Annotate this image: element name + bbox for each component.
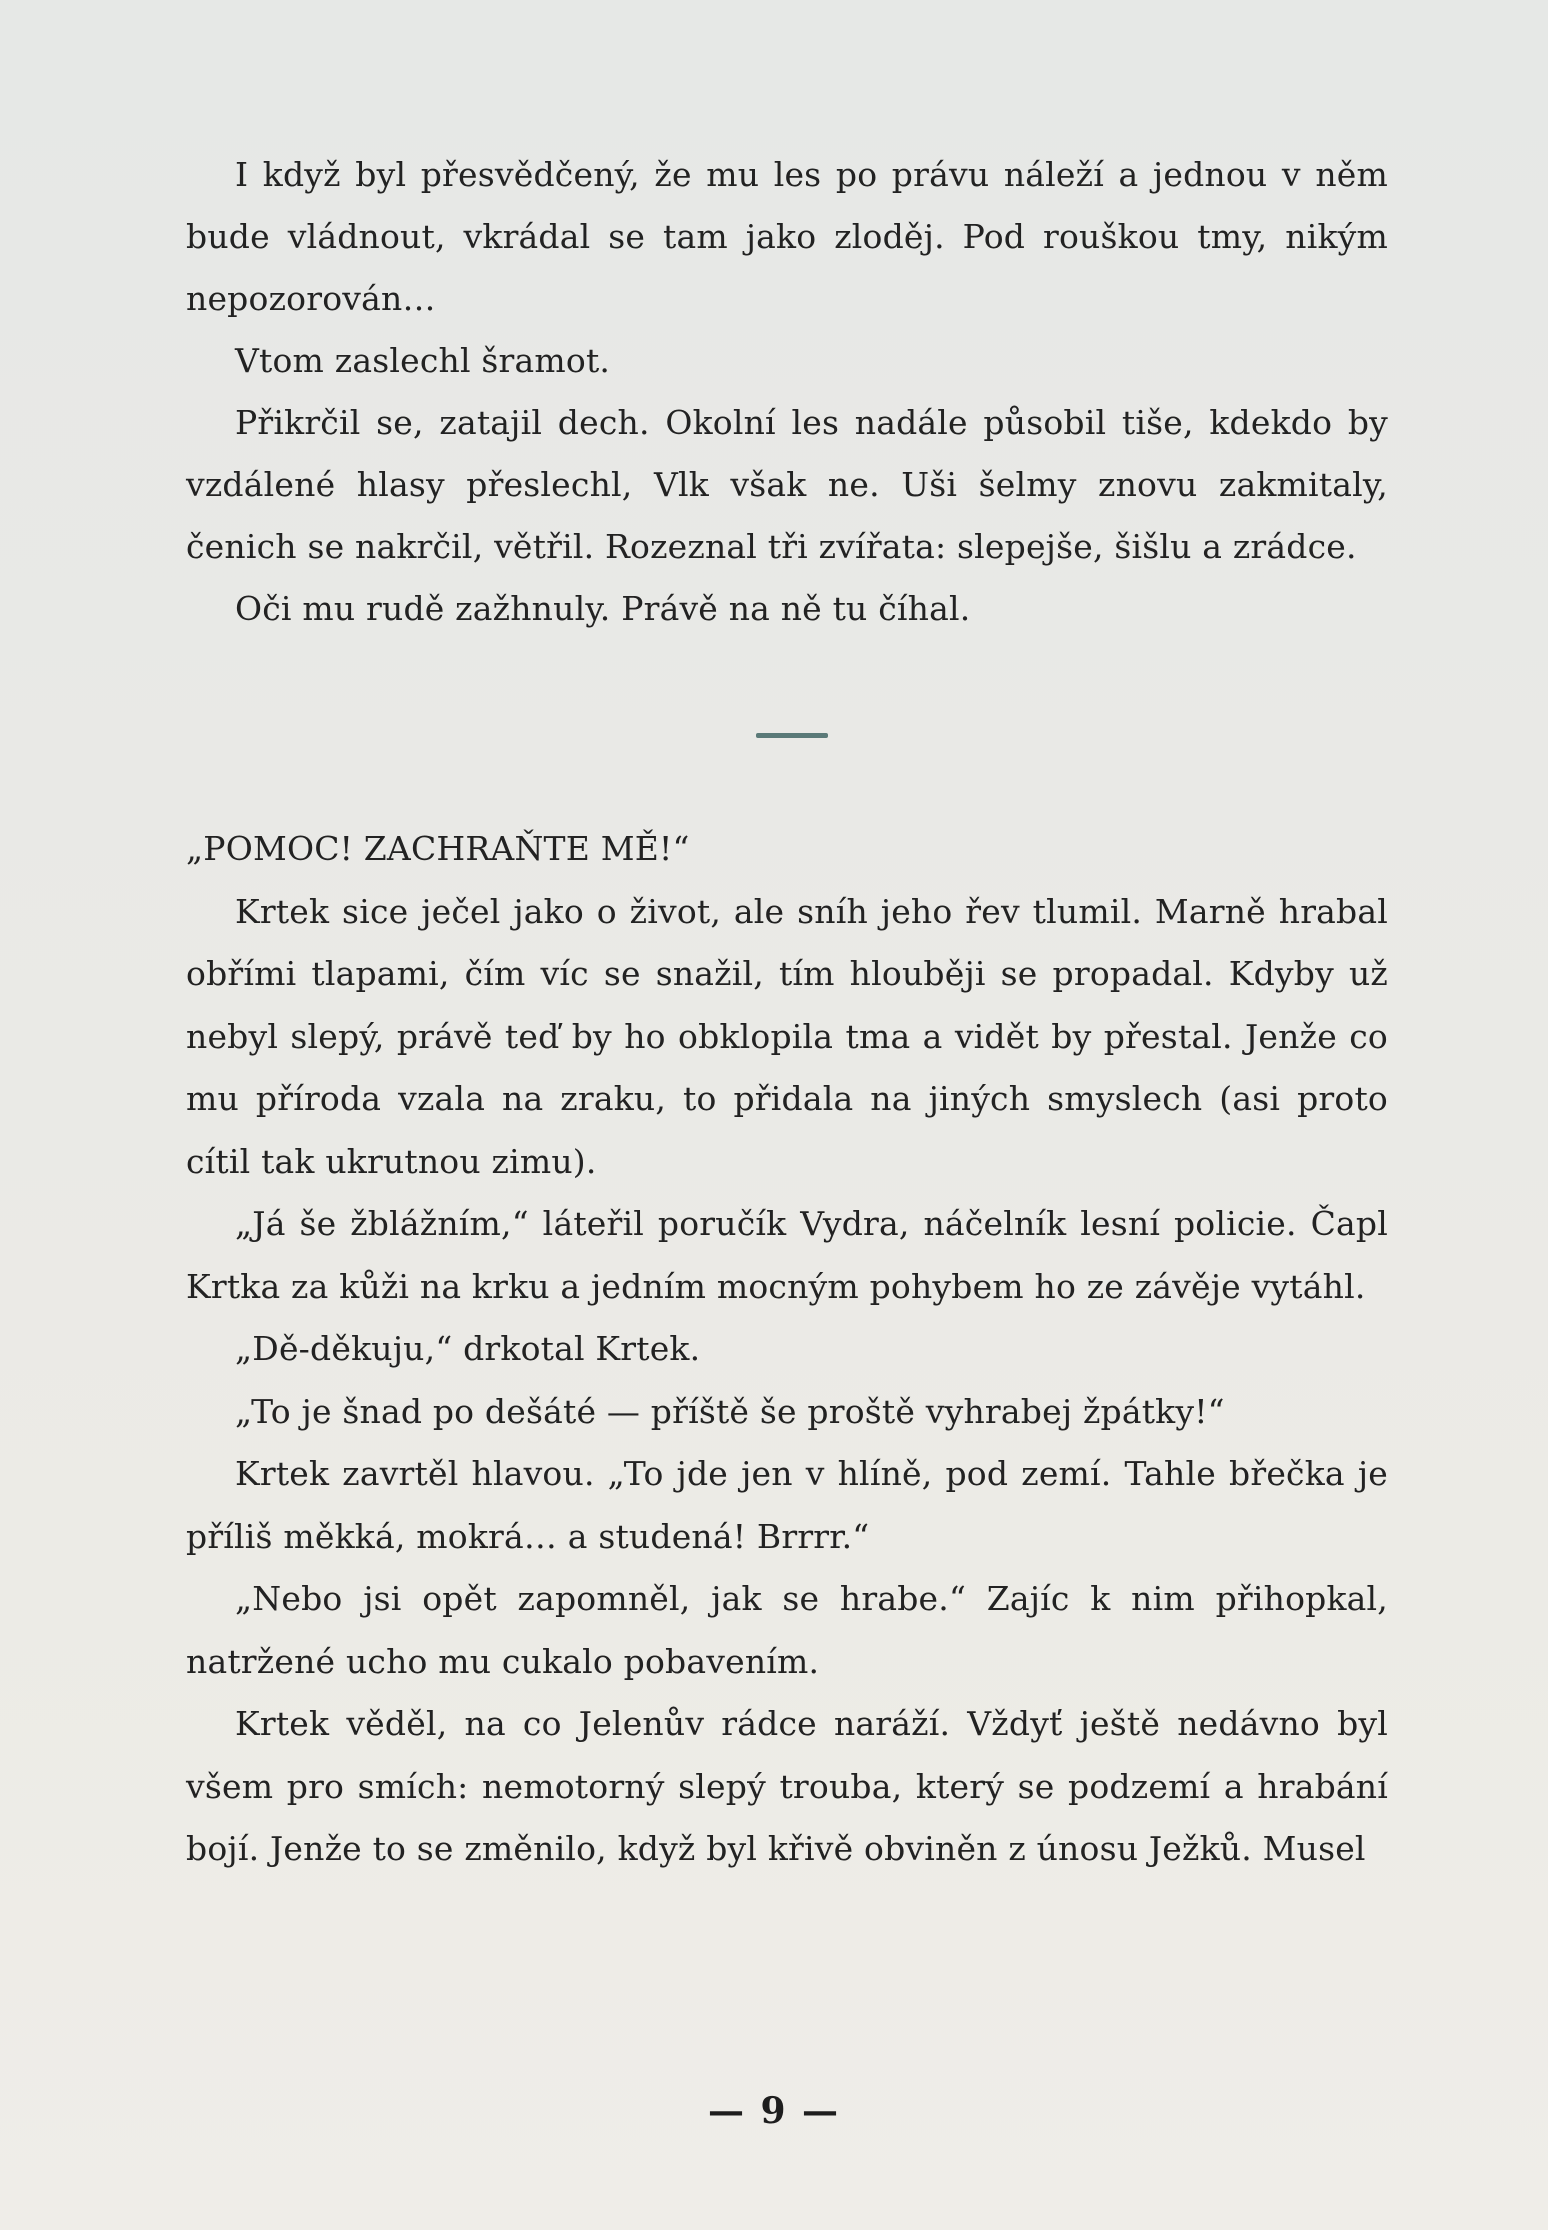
paragraph: „Já še žblážním,“ láteřil poručík Vydra, náčelník lesní policie. Čapl Krtka za kůži na krku a jedním mocným pohybem ho ze závěje vytáhl. [186,1204,1388,1306]
paragraph: Oči mu rudě zažhnuly. Právě na ně tu číhal. [235,589,971,628]
paragraph-opening: „POMOC! ZACHRAŇTE MĚ!“ [186,829,690,868]
paragraph: Krtek věděl, na co Jelenův rádce naráží. Vždyť ještě nedávno byl všem pro smích: nemotorný slepý trouba, který se podzemí a hrabání bojí. Jenže to se změnilo, když byl křivě obviněn z únosu Ježků. Musel [186,1704,1388,1868]
paragraph: Krtek sice ječel jako o život, ale sníh jeho řev tlumil. Marně hrabal obřími tlapami, čím víc se snažil, tím hlouběji se propadal. Kdyby už nebyl slepý, právě teď by ho obklopila tma a vidět by přestal. Jenže co mu příroda vzala na zraku, to přidala na jiných smyslech (asi proto cítil tak ukrutnou zimu). [186,891,1388,1181]
page-number: — 9 — [707,2090,841,2132]
paragraph: Přikrčil se, zatajil dech. Okolní les nadále působil tiše, kdekdo by vzdálené hlasy přeslechl, Vlk však ne. Uši šelmy znovu zakmitaly, čenich se nakrčil, větřil. Rozeznal tři zvířata: slepejše, šišlu a zrádce. [186,403,1388,566]
paragraph: „To je šnad po dešáté — příště še proště vyhrabej žpátky!“ [235,1391,1225,1431]
paragraph: I když byl přesvědčený, že mu les po právu náleží a jednou v něm bude vládnout, vkrádal se tam jako zloděj. Pod rouškou tmy, nikým nepozorován… [186,155,1388,318]
paragraph: „Nebo jsi opět zapomněl, jak se hrabe.“ Zajíc k nim přihopkal, natržené ucho mu cukalo pobavením. [186,1579,1388,1681]
paragraph: Krtek zavrtěl hlavou. „To jde jen v hlíně, pod zemí. Tahle břečka je příliš měkká, mokrá… a studená! Brrrr.“ [186,1454,1388,1556]
paragraph: Vtom zaslechl šramot. [235,341,611,380]
section-one [186,144,1388,640]
section-divider [756,733,828,738]
section-two [186,818,1388,1881]
paragraph: „Dě-děkuju,“ drkotal Krtek. [235,1329,701,1368]
